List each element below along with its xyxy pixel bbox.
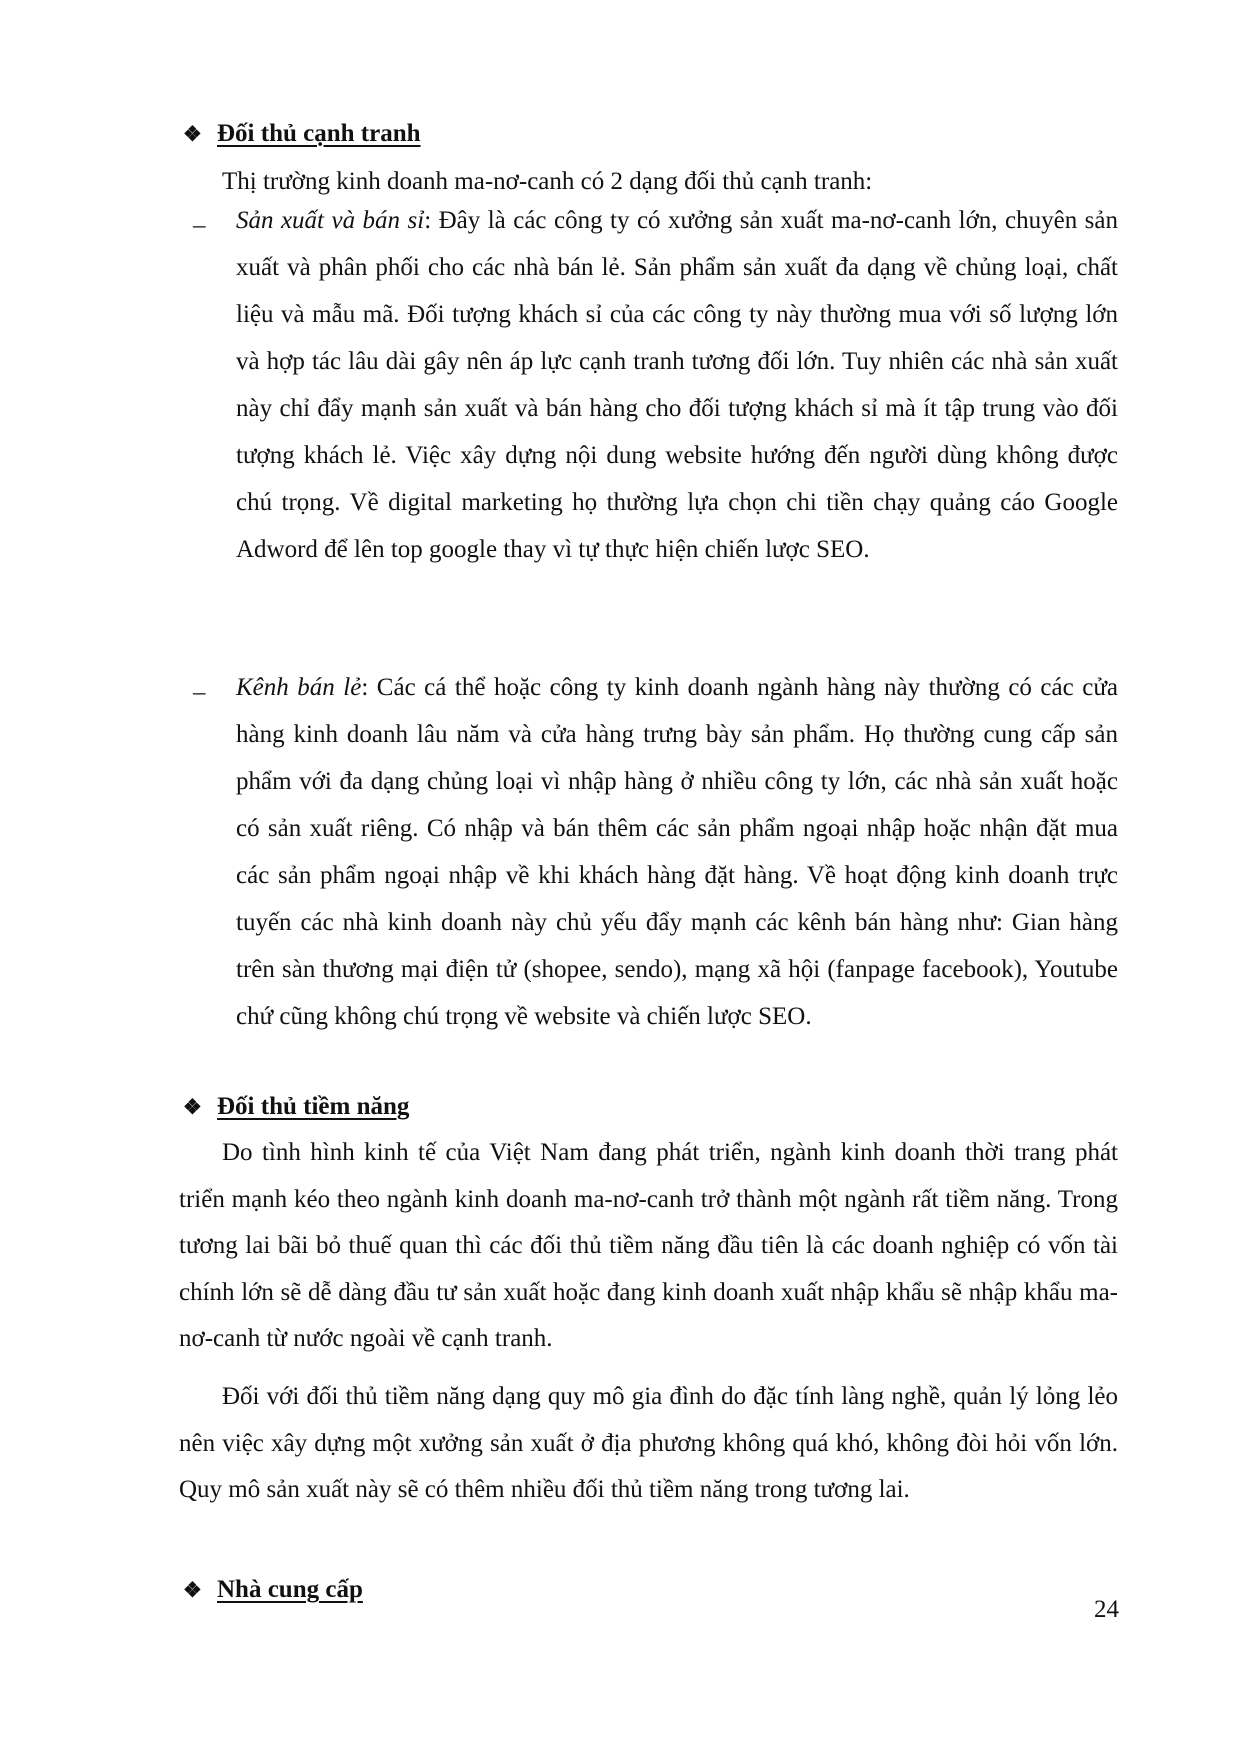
heading-suppliers: [183, 1574, 363, 1606]
heading-competitors: [183, 118, 421, 150]
diamond-bullet-icon: ❖: [183, 122, 202, 146]
paragraph: Đối với đối thủ tiềm năng dạng quy mô gia đình do đặc tính làng nghề, quản lý lỏng lẻo nên việc xây dựng một xưởng sản xuất ở địa phương không quá khó, không đòi hỏi vốn lớn. Quy mô sản xuất này sẽ có thêm nhiều đối thủ tiềm năng trong tương lai.: [179, 1383, 1118, 1503]
list-item-text: : Đây là các công ty có xưởng sản xuất ma-nơ-canh lớn, chuyên sản xuất và phân phối cho các nhà bán lẻ. Sản phẩm sản xuất đa dạng về chủng loại, chất liệu và mẫu mã. Đối tượng khách sỉ của các công ty này thường mua với số lượng lớn và hợp tác lâu dài gây nên áp lực cạnh tranh tương đối lớn. Tuy nhiên các nhà sản xuất này chỉ đẩy mạnh sản xuất và bán hàng cho đối tượng khách sỉ mà ít tập trung vào đối tượng khách lẻ. Việc xây dựng nội dung website hướng đến người dùng không được chú trọng. Về digital marketing họ thường lựa chọn chi tiền chạy quảng cáo Google Adword để lên top google thay vì tự thực hiện chiến lược SEO.: [236, 207, 1118, 563]
list-item-label: Sản xuất và bán sỉ: [236, 207, 425, 234]
heading-potential-text: Đối thủ tiềm năng: [217, 1093, 410, 1120]
list-item-text: : Các cá thể hoặc công ty kinh doanh ngành hàng này thường có các cửa hàng kinh doanh lâu năm và cửa hàng trưng bày sản phẩm. Họ thường cung cấp sản phẩm với đa dạng chủng loại vì nhập hàng ở nhiều công ty lớn, các nhà sản xuất hoặc có sản xuất riêng. Có nhập và bán thêm các sản phẩm ngoại nhập hoặc nhận đặt mua các sản phẩm ngoại nhập về khi khách hàng đặt hàng. Về hoạt động kinh doanh trực tuyến các nhà kinh doanh này chủ yếu đẩy mạnh các kênh bán hàng như: Gian hàng trên sàn thương mại điện tử (shopee, sendo), mạng xã hội (fanpage facebook), Youtube chứ cũng không chú trọng về website và chiến lược SEO.: [236, 674, 1118, 1030]
heading-competitors-text: Đối thủ cạnh tranh: [217, 120, 421, 147]
list-item-retail: [236, 664, 1118, 1040]
competitors-intro: Thị trường kinh doanh ma-nơ-canh có 2 dạng đối thủ cạnh tranh:: [222, 168, 873, 195]
heading-potential: [183, 1091, 409, 1123]
diamond-bullet-icon: ❖: [183, 1578, 202, 1602]
heading-suppliers-text: Nhà cung cấp: [217, 1576, 363, 1603]
paragraph: Do tình hình kinh tế của Việt Nam đang phát triển, ngành kinh doanh thời trang phát triển mạnh kéo theo ngành kinh doanh ma-nơ-canh trở thành một ngành rất tiềm năng. Trong tương lai bãi bỏ thuế quan thì các đối thủ tiềm năng đầu tiên là các doanh nghiệp có vốn tài chính lớn sẽ dễ dàng đầu tư sản xuất hoặc đang kinh doanh xuất nhập khẩu sẽ nhập khẩu ma-nơ-canh từ nước ngoài về cạnh tranh.: [179, 1139, 1118, 1352]
list-item-wholesale: [236, 197, 1118, 573]
page-number: 24: [1094, 1596, 1119, 1623]
list-item-label: Kênh bán lẻ: [236, 674, 362, 701]
dash-bullet-icon: –: [193, 212, 206, 239]
diamond-bullet-icon: ❖: [183, 1095, 202, 1119]
dash-bullet-icon: –: [193, 679, 206, 706]
